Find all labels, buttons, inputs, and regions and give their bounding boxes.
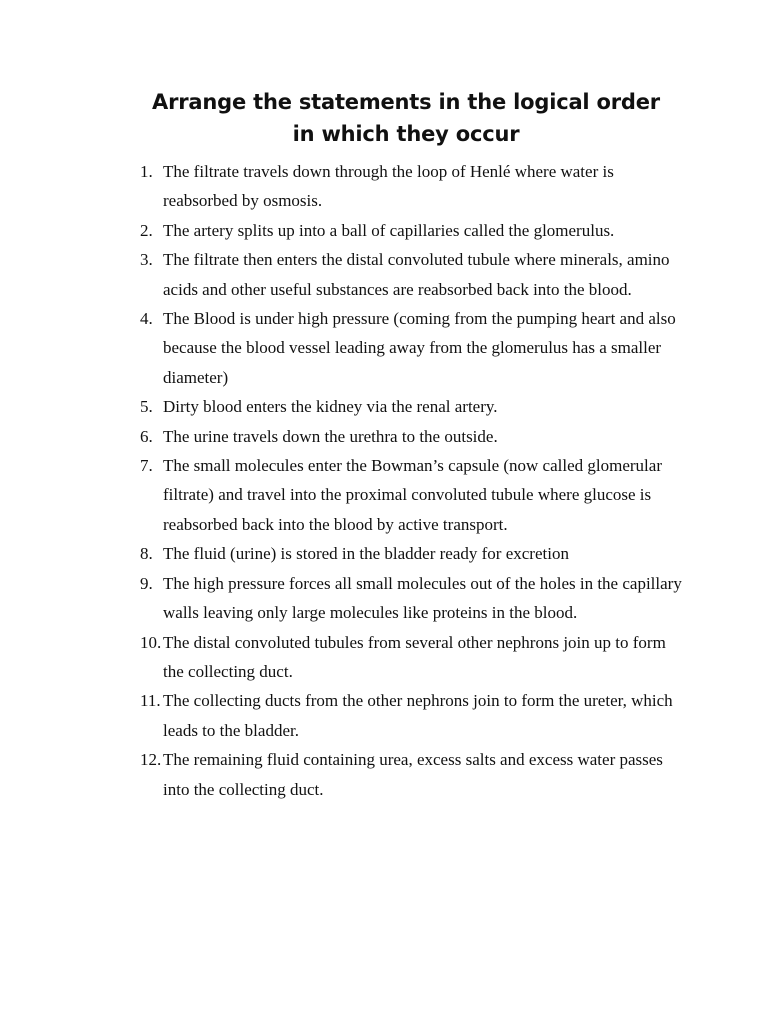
- item-number: 9.: [140, 573, 153, 593]
- item-number: 6.: [140, 426, 153, 446]
- item-text: The distal convoluted tubules from several other nephrons join up to form the collecting duct.: [163, 632, 666, 681]
- item-text: The collecting ducts from the other nephrons join to form the ureter, which leads to the bladder.: [163, 691, 673, 740]
- item-text: The remaining fluid containing urea, excess salts and excess water passes into the collecting duct.: [163, 750, 663, 799]
- item-number: 3.: [140, 250, 153, 270]
- list-item: [140, 304, 685, 392]
- item-text: The filtrate then enters the distal convoluted tubule where minerals, amino acids and other useful substances are reabsorbed back into the blood.: [163, 250, 670, 299]
- list-item: [140, 245, 685, 304]
- item-text: Dirty blood enters the kidney via the renal artery.: [163, 397, 498, 417]
- item-number: 2.: [140, 220, 153, 240]
- item-text: The filtrate travels down through the loop of Henlé where water is reabsorbed by osmosis.: [163, 162, 614, 211]
- list-item: [140, 745, 685, 804]
- item-number: 5.: [140, 397, 153, 417]
- list-item: [140, 628, 685, 687]
- item-text: The urine travels down the urethra to the outside.: [163, 426, 498, 446]
- statement-list: [140, 157, 685, 804]
- item-text: The artery splits up into a ball of capillaries called the glomerulus.: [163, 220, 615, 240]
- item-text: The high pressure forces all small molecules out of the holes in the capillary walls leaving only large molecules like proteins in the blood.: [163, 573, 682, 623]
- list-item: [140, 157, 685, 216]
- item-text: The fluid (urine) is stored in the bladder ready for excretion: [163, 544, 569, 564]
- list-item: [140, 569, 685, 628]
- item-number: 7.: [140, 456, 153, 476]
- item-number: 11.: [140, 691, 161, 711]
- item-number: 8.: [140, 544, 153, 564]
- page-title: Arrange the statements in the logical order in which they occur: [152, 90, 660, 146]
- item-number: 1.: [140, 162, 153, 181]
- list-item: [140, 216, 685, 245]
- item-text: The Blood is under high pressure (coming from the pumping heart and also because the blood vessel leading away from the glomerulus has a smaller diameter): [163, 309, 676, 387]
- list-item: [140, 392, 685, 421]
- list-item: [140, 686, 685, 745]
- item-text: The small molecules enter the Bowman’s capsule (now called glomerular filtrate) and travel into the proximal convoluted tubule where glucose is reabsorbed back into the blood by active transport.: [163, 456, 662, 534]
- list-item: [140, 539, 685, 568]
- list-item: [140, 451, 685, 539]
- list-item: [140, 422, 685, 451]
- item-number: 12.: [140, 750, 162, 770]
- item-number: 10.: [140, 632, 162, 652]
- item-number: 4.: [140, 309, 153, 329]
